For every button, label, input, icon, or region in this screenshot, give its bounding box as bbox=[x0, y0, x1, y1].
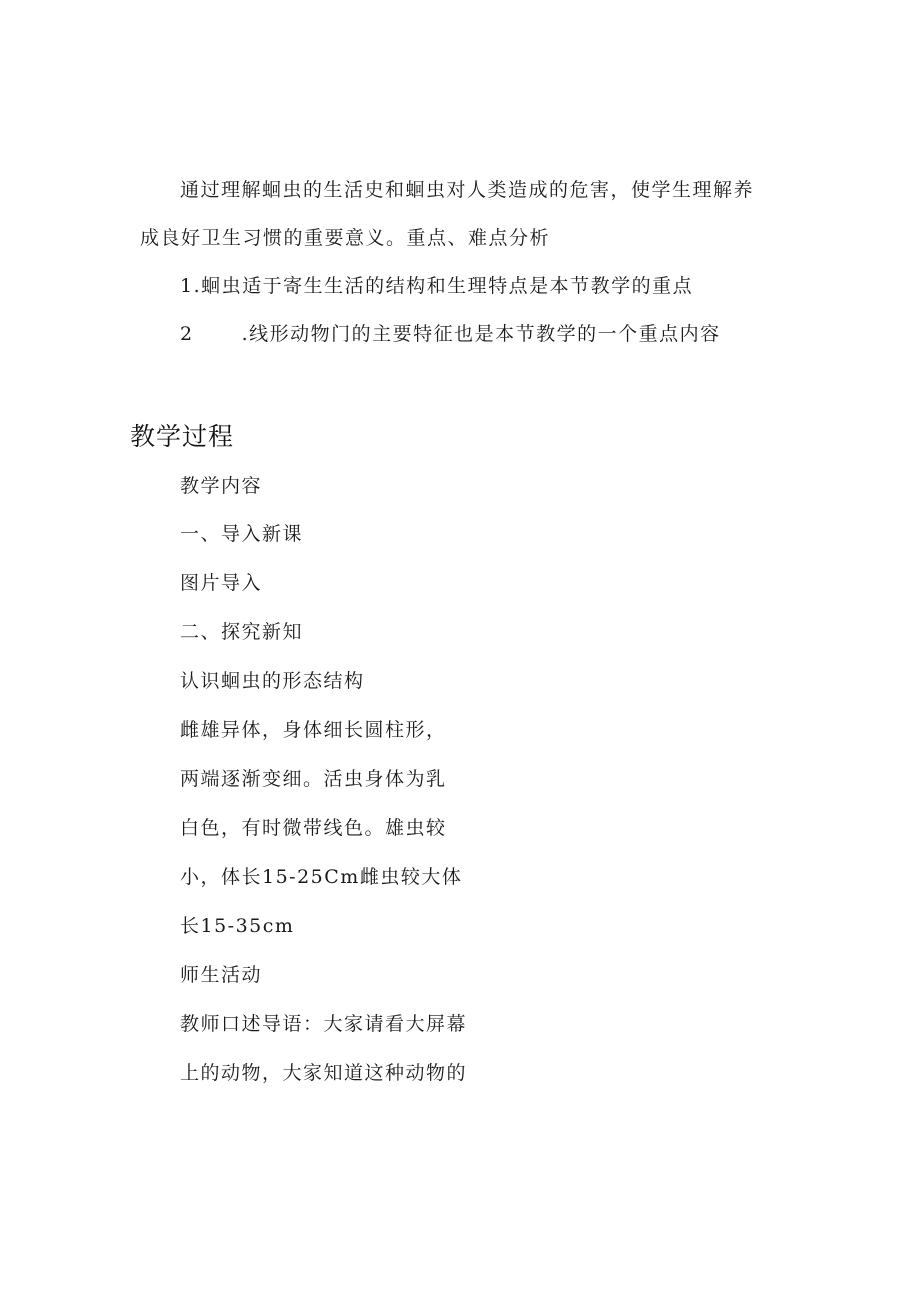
content-line: 小，体长15-25Cm雌虫较大体 bbox=[180, 866, 463, 888]
content-line: 师生活动 bbox=[180, 964, 263, 986]
content-line: 认识蛔虫的形态结构 bbox=[180, 670, 365, 692]
key-point-text: .蛔虫适于寄生生活的结构和生理特点是本节教学的重点 bbox=[193, 275, 694, 297]
content-line: 教师口述导语：大家请看大屏幕 bbox=[180, 1013, 468, 1035]
intro-paragraph-line-2: 成良好卫生习惯的重要意义。重点、难点分析 bbox=[140, 227, 551, 249]
key-point-text: .线形动物门的主要特征也是本节教学的一个重点内容 bbox=[241, 323, 721, 345]
intro-paragraph-line-1: 通过理解蛔虫的生活史和蛔虫对人类造成的危害，使学生理解养 bbox=[180, 179, 755, 201]
key-point-2 bbox=[180, 322, 721, 346]
key-point-number: 2 bbox=[180, 323, 194, 345]
content-line: 两端逐渐变细。活虫身体为乳 bbox=[180, 768, 447, 790]
content-line: 二、探究新知 bbox=[180, 621, 304, 643]
content-line: 图片导入 bbox=[180, 572, 263, 594]
content-line: 教学内容 bbox=[180, 475, 263, 497]
key-point-number: 1 bbox=[180, 275, 194, 297]
content-line: 雌雄异体，身体细长圆柱形， bbox=[180, 719, 447, 741]
content-line: 上的动物，大家知道这种动物的 bbox=[180, 1062, 468, 1084]
content-line: 白色，有时微带线色。雄虫较 bbox=[180, 817, 447, 839]
content-line: 一、导入新课 bbox=[180, 523, 304, 545]
content-line: 长15-35cm bbox=[180, 915, 295, 937]
section-heading: 教学过程 bbox=[130, 422, 235, 451]
key-point-1 bbox=[180, 274, 693, 298]
